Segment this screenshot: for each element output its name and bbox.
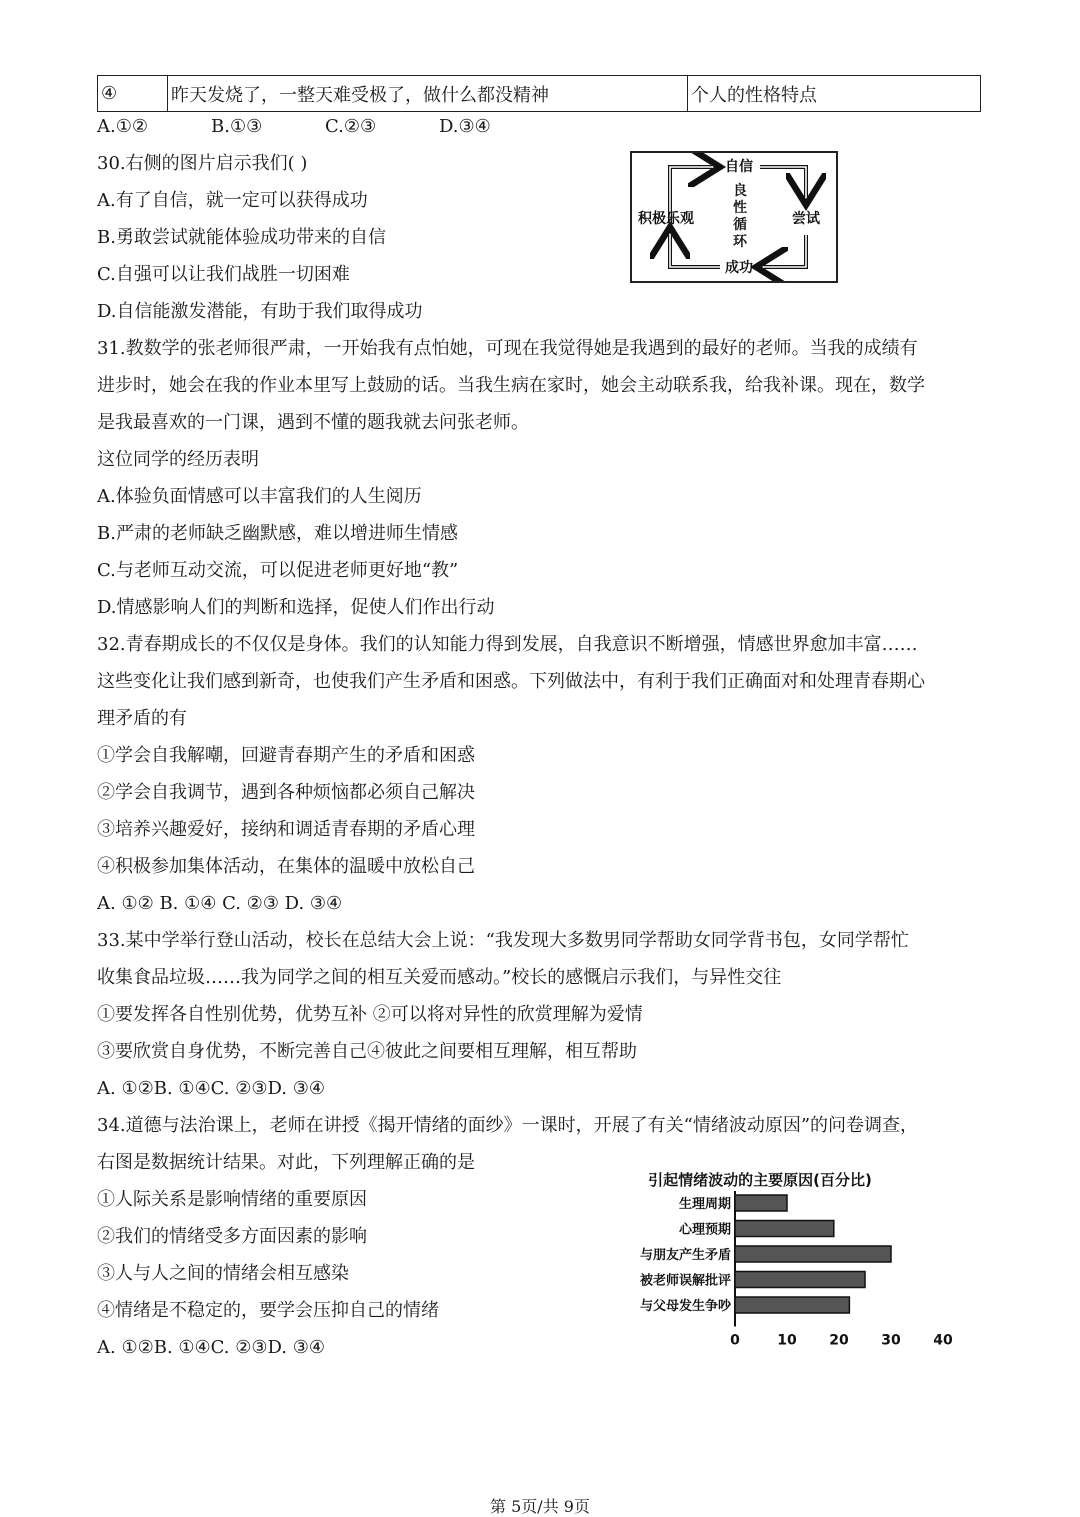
table-cell-reason: 个人的性格特点 <box>691 84 817 106</box>
cycle-node-success: 成功 <box>725 260 753 276</box>
emotion-cause-chart <box>600 1165 970 1345</box>
option-b[interactable]: B.①③ <box>211 116 263 137</box>
q30-option-b[interactable]: B.勇敢尝试就能体验成功带来的自信 <box>97 227 386 248</box>
q30-option-d[interactable]: D.自信能激发潜能，有助于我们取得成功 <box>97 301 423 322</box>
bar <box>735 1297 849 1313</box>
x-tick-label: 40 <box>933 1332 953 1345</box>
q34-item: ④情绪是不稳定的，要学会压抑自己的情绪 <box>97 1300 439 1321</box>
option-d[interactable]: D.③④ <box>439 116 491 137</box>
q34-item: ②我们的情绪受多方面因素的影响 <box>97 1226 367 1247</box>
x-tick-label: 20 <box>829 1332 849 1345</box>
q34-item: ①人际关系是影响情绪的重要原因 <box>97 1189 367 1210</box>
q32-item: ④积极参加集体活动，在集体的温暖中放松自己 <box>97 856 475 877</box>
q32-item: ①学会自我解嘲，回避青春期产生的矛盾和困惑 <box>97 745 475 766</box>
option-c[interactable]: C.②③ <box>325 116 377 137</box>
q32-stem-line: 32.青春期成长的不仅仅是身体。我们的认知能力得到发展，自我意识不断增强，情感世界愈加丰富…… <box>97 634 918 655</box>
q31-option-d[interactable]: D.情感影响人们的判断和选择，促使人们作出行动 <box>97 597 495 618</box>
q33-answers[interactable]: A. ①②B. ①④C. ②③D. ③④ <box>97 1078 326 1099</box>
q34-answers[interactable]: A. ①②B. ①④C. ②③D. ③④ <box>97 1337 326 1358</box>
category-label: 与朋友产生矛盾 <box>639 1248 731 1263</box>
q30-stem: 30.右侧的图片启示我们( ) <box>97 153 308 174</box>
x-tick-label: 30 <box>881 1332 901 1345</box>
table-cell-number: ④ <box>98 76 168 111</box>
q33-stem-line: 收集食品垃圾……我为同学之间的相互关爱而感动。”校长的感慨启示我们，与异性交往 <box>97 967 782 988</box>
page-footer: 第 5页/共 9页 <box>490 1497 590 1516</box>
q34-item: ③人与人之间的情绪会相互感染 <box>97 1263 349 1284</box>
q31-option-c[interactable]: C.与老师互动交流，可以促进老师更好地“教” <box>97 560 459 581</box>
x-tick-label: 0 <box>730 1332 740 1345</box>
q32-answers[interactable]: A. ①② B. ①④ C. ②③ D. ③④ <box>97 893 343 914</box>
chart-title: 引起情绪波动的主要原因(百分比) <box>648 1171 872 1189</box>
answer-table-row <box>97 75 981 112</box>
q32-stem-line: 这些变化让我们感到新奇，也使我们产生矛盾和困惑。下列做法中，有利于我们正确面对和处理青春期心 <box>97 671 925 692</box>
q31-stem-line: 31.教数学的张老师很严肃，一开始我有点怕她，可现在我觉得她是我遇到的最好的老师。当我的成绩有 <box>97 338 918 359</box>
bar <box>735 1221 834 1237</box>
category-label: 被老师误解批评 <box>639 1273 731 1289</box>
q31-option-b[interactable]: B.严肃的老师缺乏幽默感，难以增进师生情感 <box>97 523 458 544</box>
q33-item: ①要发挥各自性别优势，优势互补 ②可以将对异性的欣赏理解为爱情 <box>97 1004 643 1025</box>
q31-option-a[interactable]: A.体验负面情感可以丰富我们的人生阅历 <box>97 486 422 507</box>
table-cell-event: 昨天发烧了，一整天难受极了，做什么都没精神 <box>168 76 688 111</box>
q30-option-c[interactable]: C.自强可以让我们战胜一切困难 <box>97 264 350 285</box>
q32-stem-line: 理矛盾的有 <box>97 708 187 729</box>
cycle-node-optimism: 积极乐观 <box>638 211 694 227</box>
bar <box>735 1272 865 1288</box>
chart-svg <box>600 1165 970 1345</box>
bar <box>735 1195 787 1211</box>
q33-item: ③要欣赏自身优势，不断完善自己④彼此之间要相互理解，相互帮助 <box>97 1041 637 1062</box>
q29-options <box>97 115 491 139</box>
category-label: 与父母发生争吵 <box>639 1299 731 1314</box>
q34-stem-line: 34.道德与法治课上，老师在讲授《揭开情绪的面纱》一课时，开展了有关“情绪波动原因”的问卷调查， <box>97 1115 919 1136</box>
virtuous-cycle-diagram <box>630 151 838 283</box>
q32-item: ②学会自我调节，遇到各种烦恼都必须自己解决 <box>97 782 475 803</box>
option-a[interactable]: A.①② <box>97 116 148 137</box>
cycle-center-label: 良 性 循 环 <box>733 183 747 250</box>
q31-stem-line: 这位同学的经历表明 <box>97 449 259 470</box>
cycle-node-confidence: 自信 <box>725 159 753 175</box>
bar <box>735 1246 891 1262</box>
x-tick-label: 10 <box>777 1332 797 1345</box>
cycle-node-try: 尝试 <box>792 211 820 227</box>
q33-stem-line: 33.某中学举行登山活动，校长在总结大会上说：“我发现大多数男同学帮助女同学背书包，女同学帮忙 <box>97 930 909 951</box>
q34-stem-line: 右图是数据统计结果。对此，下列理解正确的是 <box>97 1152 475 1173</box>
category-label: 生理周期 <box>678 1197 731 1212</box>
q30-option-a[interactable]: A.有了自信，就一定可以获得成功 <box>97 190 368 211</box>
q32-item: ③培养兴趣爱好，接纳和调适青春期的矛盾心理 <box>97 819 475 840</box>
q31-stem-line: 是我最喜欢的一门课，遇到不懂的题我就去问张老师。 <box>97 412 529 433</box>
q31-stem-line: 进步时，她会在我的作业本里写上鼓励的话。当我生病在家时，她会主动联系我，给我补课。现在，数学 <box>97 375 925 396</box>
category-label: 心理预期 <box>678 1222 731 1238</box>
